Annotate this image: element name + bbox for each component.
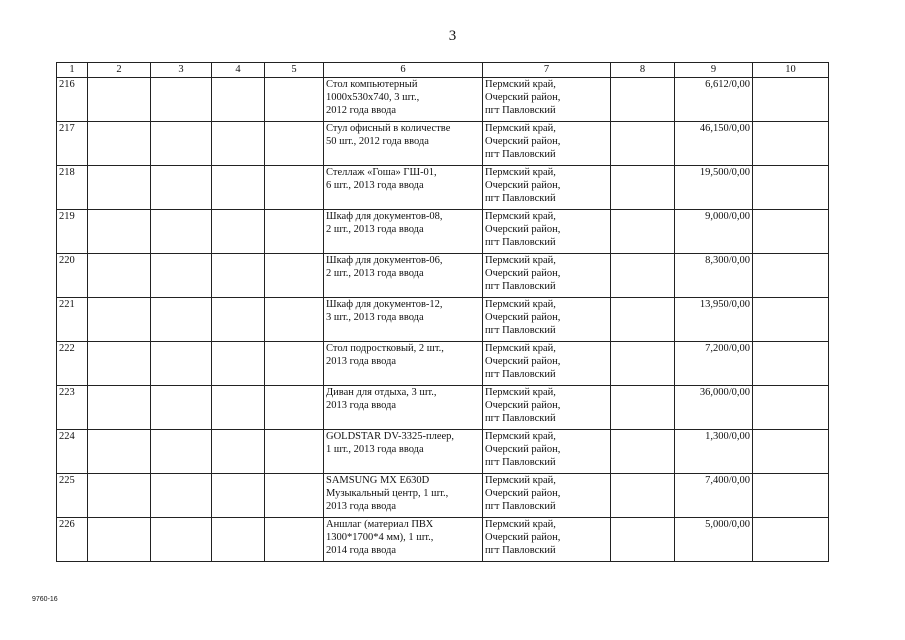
empty-cell [151,386,212,430]
row-number: 217 [57,122,88,166]
item-description: Диван для отдыха, 3 шт., 2013 года ввода [324,386,483,430]
column-header: 1 [57,63,88,78]
row-number: 218 [57,166,88,210]
item-description: Стеллаж «Гоша» ГШ-01, 6 шт., 2013 года ввода [324,166,483,210]
column-header: 2 [88,63,151,78]
column-header: 4 [212,63,265,78]
empty-cell [265,386,324,430]
empty-cell [265,122,324,166]
empty-cell [611,386,675,430]
empty-cell [611,122,675,166]
empty-cell [611,430,675,474]
row-number: 219 [57,210,88,254]
empty-cell [753,430,829,474]
empty-cell [151,474,212,518]
table-row [57,254,829,298]
empty-cell [265,166,324,210]
empty-cell [753,122,829,166]
empty-cell [611,166,675,210]
row-number: 216 [57,78,88,122]
column-header: 7 [483,63,611,78]
empty-cell [151,122,212,166]
empty-cell [151,254,212,298]
column-header: 6 [324,63,483,78]
item-description: Стол подростковый, 2 шт., 2013 года ввода [324,342,483,386]
empty-cell [88,474,151,518]
empty-cell [151,430,212,474]
table-row [57,122,829,166]
item-description: Стол компьютерный 1000х530х740, 3 шт., 2012 года ввода [324,78,483,122]
empty-cell [212,474,265,518]
column-header: 10 [753,63,829,78]
empty-cell [611,518,675,562]
empty-cell [151,342,212,386]
empty-cell [265,430,324,474]
empty-cell [212,386,265,430]
item-location: Пермский край, Очерский район, пгт Павловский [483,518,611,562]
empty-cell [265,210,324,254]
item-value: 19,500/0,00 [675,166,753,210]
empty-cell [753,342,829,386]
item-description: Шкаф для документов-08, 2 шт., 2013 года ввода [324,210,483,254]
item-value: 36,000/0,00 [675,386,753,430]
item-value: 7,200/0,00 [675,342,753,386]
item-value: 1,300/0,00 [675,430,753,474]
empty-cell [265,474,324,518]
table-row [57,166,829,210]
item-description: Шкаф для документов-06, 2 шт., 2013 года ввода [324,254,483,298]
column-header: 3 [151,63,212,78]
item-location: Пермский край, Очерский район, пгт Павловский [483,210,611,254]
row-number: 226 [57,518,88,562]
empty-cell [88,254,151,298]
item-value: 5,000/0,00 [675,518,753,562]
table-row [57,298,829,342]
empty-cell [151,298,212,342]
empty-cell [611,342,675,386]
item-location: Пермский край, Очерский район, пгт Павловский [483,342,611,386]
item-location: Пермский край, Очерский район, пгт Павловский [483,386,611,430]
empty-cell [151,518,212,562]
table-header-row [57,63,829,78]
item-value: 46,150/0,00 [675,122,753,166]
empty-cell [88,342,151,386]
empty-cell [212,122,265,166]
item-location: Пермский край, Очерский район, пгт Павловский [483,122,611,166]
empty-cell [212,254,265,298]
empty-cell [88,78,151,122]
row-number: 221 [57,298,88,342]
item-location: Пермский край, Очерский район, пгт Павловский [483,298,611,342]
row-number: 222 [57,342,88,386]
empty-cell [265,254,324,298]
empty-cell [611,298,675,342]
row-number: 224 [57,430,88,474]
property-register-table [56,62,829,562]
item-description: GOLDSTAR DV-3325-плеер, 1 шт., 2013 года ввода [324,430,483,474]
empty-cell [265,298,324,342]
empty-cell [265,78,324,122]
item-description: Шкаф для документов-12, 3 шт., 2013 года ввода [324,298,483,342]
empty-cell [88,518,151,562]
empty-cell [88,122,151,166]
empty-cell [753,166,829,210]
item-value: 9,000/0,00 [675,210,753,254]
empty-cell [753,210,829,254]
item-value: 8,300/0,00 [675,254,753,298]
item-value: 7,400/0,00 [675,474,753,518]
empty-cell [88,386,151,430]
table-row [57,518,829,562]
empty-cell [753,298,829,342]
empty-cell [212,518,265,562]
document-code: 9760-16 [32,596,58,603]
empty-cell [212,166,265,210]
empty-cell [212,298,265,342]
item-value: 13,950/0,00 [675,298,753,342]
item-location: Пермский край, Очерский район, пгт Павловский [483,474,611,518]
empty-cell [753,254,829,298]
empty-cell [212,210,265,254]
table-row [57,430,829,474]
item-description: SAMSUNG MX E630D Музыкальный центр, 1 шт., 2013 года ввода [324,474,483,518]
empty-cell [88,298,151,342]
empty-cell [611,78,675,122]
table-row [57,210,829,254]
column-header: 5 [265,63,324,78]
empty-cell [265,518,324,562]
empty-cell [88,430,151,474]
empty-cell [212,430,265,474]
table-row [57,386,829,430]
table-row [57,78,829,122]
empty-cell [212,342,265,386]
empty-cell [753,474,829,518]
item-location: Пермский край, Очерский район, пгт Павловский [483,166,611,210]
item-description: Аншлаг (материал ПВХ 1300*1700*4 мм), 1 шт., 2014 года ввода [324,518,483,562]
item-location: Пермский край, Очерский район, пгт Павловский [483,430,611,474]
empty-cell [753,386,829,430]
page-number: 3 [448,28,457,44]
empty-cell [611,474,675,518]
row-number: 220 [57,254,88,298]
table-row [57,474,829,518]
row-number: 225 [57,474,88,518]
table-row [57,342,829,386]
column-header: 8 [611,63,675,78]
empty-cell [753,518,829,562]
empty-cell [88,166,151,210]
item-value: 6,612/0,00 [675,78,753,122]
empty-cell [212,78,265,122]
column-header: 9 [675,63,753,78]
empty-cell [753,78,829,122]
item-location: Пермский край, Очерский район, пгт Павловский [483,254,611,298]
empty-cell [611,210,675,254]
empty-cell [265,342,324,386]
item-description: Стул офисный в количестве 50 шт., 2012 года ввода [324,122,483,166]
empty-cell [88,210,151,254]
empty-cell [151,78,212,122]
row-number: 223 [57,386,88,430]
empty-cell [151,210,212,254]
empty-cell [151,166,212,210]
empty-cell [611,254,675,298]
item-location: Пермский край, Очерский район, пгт Павловский [483,78,611,122]
